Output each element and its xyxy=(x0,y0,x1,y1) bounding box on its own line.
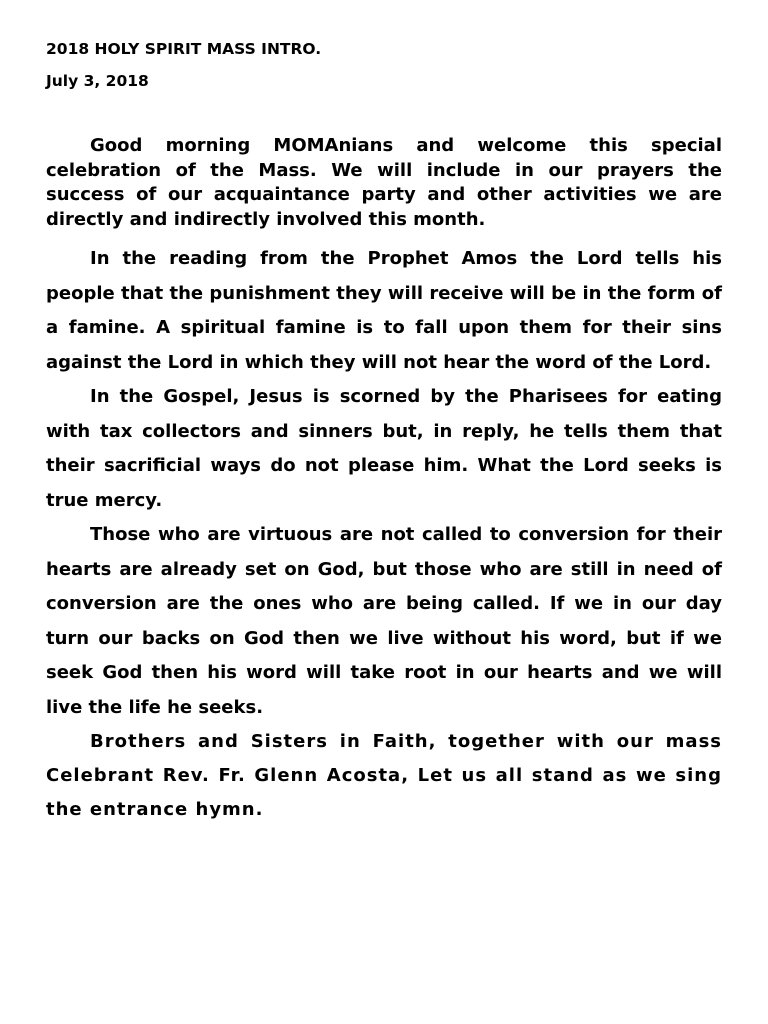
paragraph-gospel: In the Gospel, Jesus is scorned by the Pharisees for eating with tax collectors and sinners but, in reply, he tells them that their sacrificial ways do not please him. What the Lord seeks is true mercy. xyxy=(46,386,722,511)
document-page xyxy=(46,38,722,827)
paragraph-welcome: Good morning MOMAnians and welcome this special celebration of the Mass. We will include in our prayers the success of our acquaintance party and other activities we are directly and indirectly involved this month. xyxy=(46,135,722,230)
document-title: 2018 HOLY SPIRIT MASS INTRO. xyxy=(46,40,322,58)
paragraph-conversion: Those who are virtuous are not called to conversion for their hearts are already set on God, but those who are still in need of conversion are the ones who are being called. If we in our day turn our backs on God then we live without his word, but if we seek God then his word will take root in our hearts and we will live the life he seeks. xyxy=(46,524,722,718)
paragraph-amos-reading: In the reading from the Prophet Amos the Lord tells his people that the punishment they will receive will be in the form of a famine. A spiritual famine is to fall upon them for their sins against the Lord in which they will not hear the word of the Lord. xyxy=(46,248,722,373)
document-date: July 3, 2018 xyxy=(46,72,149,90)
paragraph-entrance-hymn: Brothers and Sisters in Faith, together with our mass Celebrant Rev. Fr. Glenn Acosta, Let us all stand as we sing the entrance hymn. xyxy=(46,731,722,820)
